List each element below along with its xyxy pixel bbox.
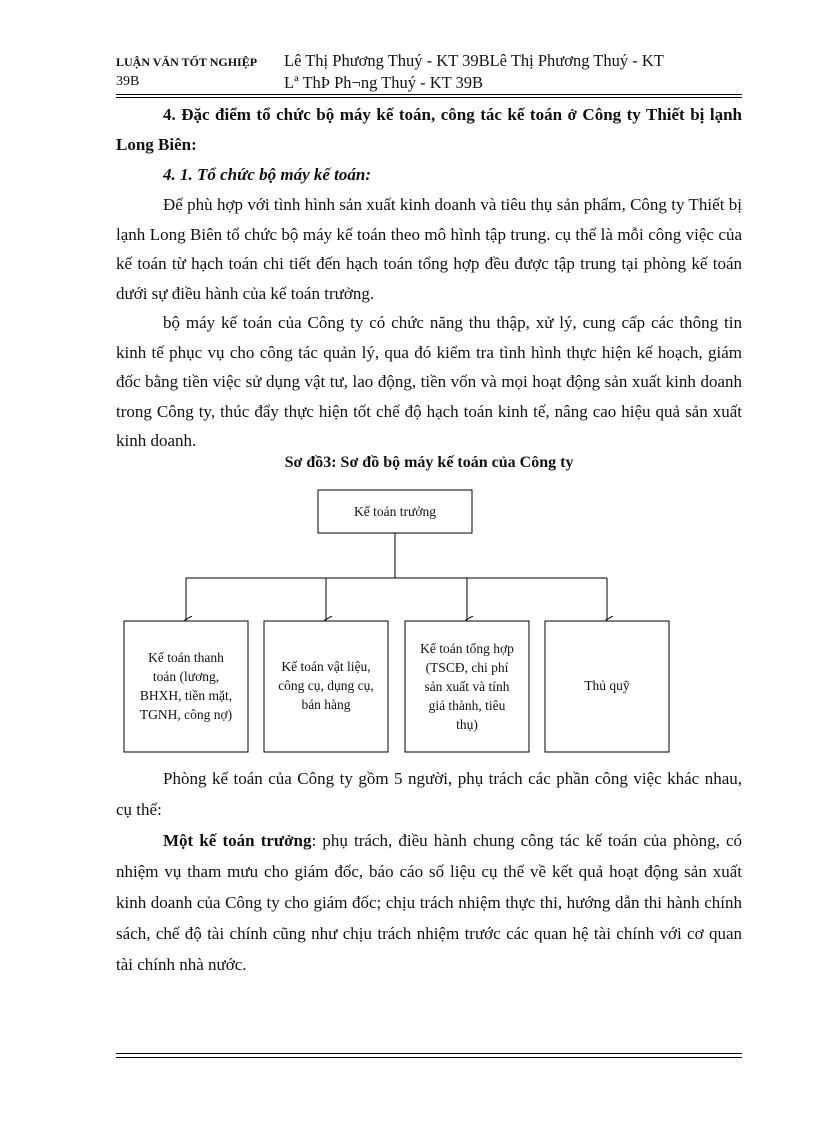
document-body-lower	[116, 763, 742, 980]
org-box-label: giá thành, tiêu	[428, 698, 506, 713]
org-box-general-accountant	[405, 621, 529, 752]
footer-rule	[116, 1053, 742, 1054]
paragraph-rest: : phụ trách, điều hành chung công tác kế toán của phòng, có nhiệm vụ tham mưu cho giám đốc, báo cáo số liệu cụ thể về kết quả hoạt động sản xuất kinh doanh của Công ty cho giám đốc; chịu trách nhiệm thực thi, hướng dẫn thi hành chính sách, chế độ tài chính cũng như chịu trách nhiệm trước các quan hệ tài chính với cơ quan tài chính nhà nước.	[116, 831, 742, 974]
footer-rule	[116, 1057, 742, 1058]
org-box-label: TGNH, công nợ)	[139, 707, 233, 722]
paragraph: bộ máy kế toán của Công ty có chức năng thu thập, xử lý, cung cấp các thông tin kinh tế phục vụ cho công tác quản lý, qua đó kiểm tra tình hình thực hiện kế hoạch, giám đốc bằng tiền việc sử dụng vật tư, lao động, tiền vốn và mọi hoạt động sản xuất kinh doanh trong Công ty, thúc đẩy thực hiện tốt chế độ hạch toán kinh tế, nâng cao hiệu quả sản xuất kinh doanh.	[116, 313, 742, 450]
org-box-payment-accountant	[124, 621, 248, 752]
section-heading: 4. Đặc điểm tổ chức bộ máy kế toán, công tác kế toán ở Công ty Thiết bị lạnh Long Biên:	[116, 105, 742, 154]
org-box-materials-accountant	[264, 621, 388, 752]
header-rule	[116, 97, 742, 98]
header-left-line2: 39B	[116, 74, 140, 89]
org-box-label: Kế toán tổng hợp	[420, 641, 514, 656]
org-box-treasurer	[545, 621, 669, 752]
org-box-label: Kế toán vật liệu,	[281, 659, 371, 674]
bold-lead: Một kế toán trưởng	[163, 831, 312, 850]
org-box-label: Kế toán trưởng	[354, 504, 436, 519]
paragraph: Phòng kế toán của Công ty gồm 5 người, phụ trách các phần công việc khác nhau, cụ thể:	[116, 769, 742, 819]
org-box-label: Kế toán thanh	[148, 650, 224, 665]
org-box-label: (TSCĐ, chi phí	[425, 660, 509, 675]
org-box-label: Thủ quỹ	[584, 678, 630, 693]
org-box-label: sản xuất và tính	[424, 679, 510, 694]
section-subheading: 4. 1. Tổ chức bộ máy kế toán:	[163, 165, 372, 184]
header-right-line1: Lê Thị Phương Thuý - KT 39BLê Thị Phương Thuý - KT	[284, 51, 664, 70]
header-rule	[116, 94, 742, 95]
org-box-label: công cụ, dụng cụ,	[278, 678, 374, 693]
header-left-line1: LUẬN VĂN TỐT NGHIỆP	[116, 55, 258, 69]
paragraph	[116, 825, 742, 980]
org-box-label: thụ)	[456, 717, 478, 732]
org-box-label: toán (lương,	[152, 669, 220, 684]
org-box-label: bán hàng	[301, 697, 351, 712]
document-body	[116, 100, 742, 456]
header-right-line2: Lª ThÞ Ph¬ng Thuý - KT 39B	[284, 73, 484, 92]
header-thesis-label	[116, 52, 281, 92]
org-box-label: BHXH, tiền mặt,	[139, 688, 233, 703]
paragraph: Để phù hợp với tình hình sản xuất kinh doanh và tiêu thụ sản phẩm, Công ty Thiết bị lạnh Long Biên tổ chức bộ máy kế toán theo mô hình tập trung. cụ thể là mỗi công việc của kế toán từ hạch toán chi tiết đến hạch toán tổng hợp đều được tập trung tại phòng kế toán dưới sự điều hành của kế toán trưởng.	[116, 195, 742, 303]
diagram-caption: Sơ đồ3: Sơ đồ bộ máy kế toán của Công ty	[284, 454, 574, 471]
org-box-chief-accountant	[318, 490, 472, 533]
header-author	[284, 50, 744, 94]
